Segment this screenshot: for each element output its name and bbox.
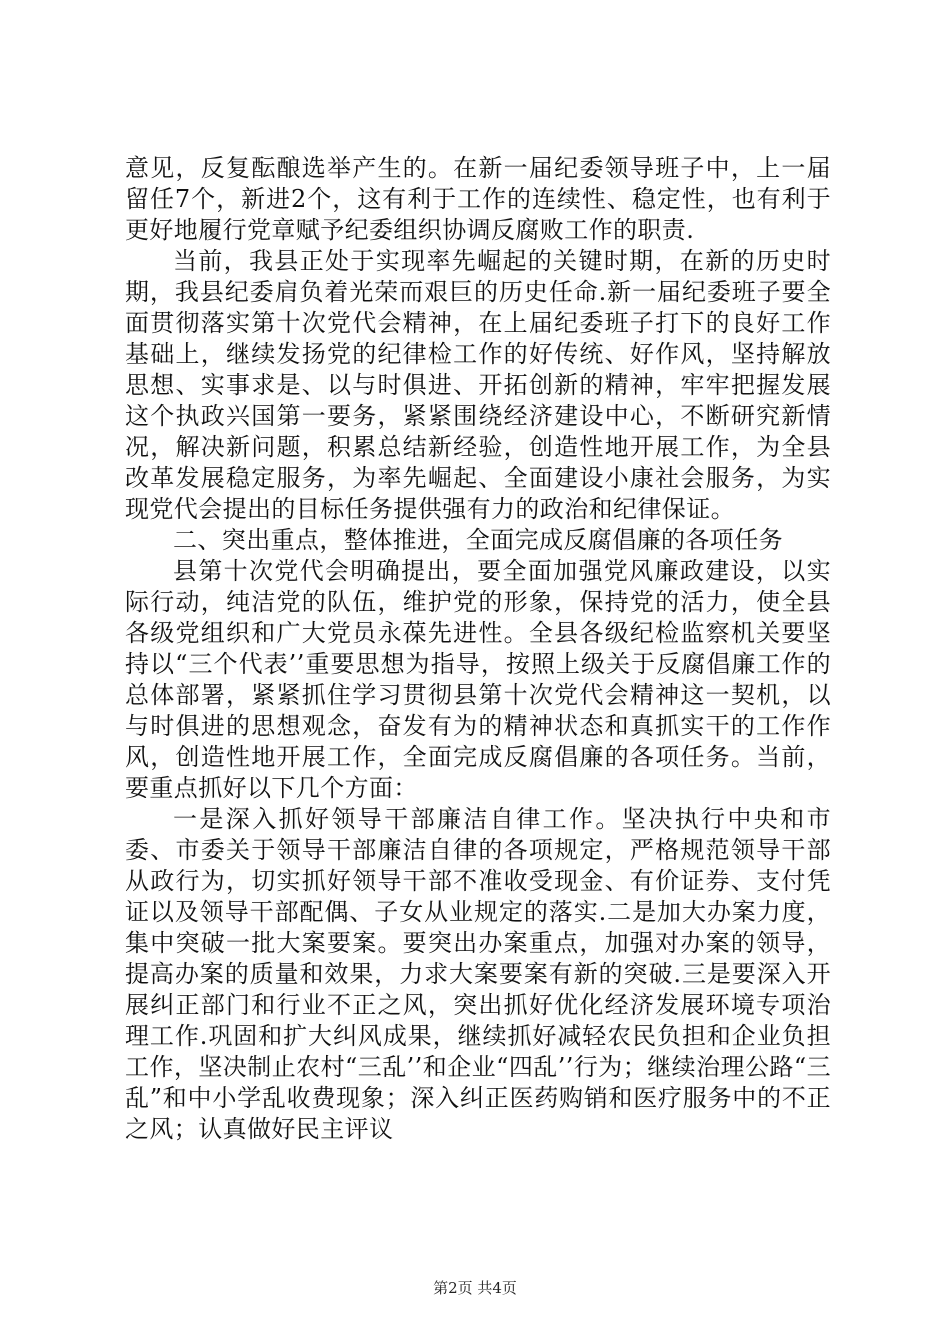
document-body [125,153,831,1145]
section-heading: 二、突出重点，整体推进，全面完成反腐倡廉的各项任务 [173,526,783,554]
paragraph-party-congress: 县第十次党代会明确提出，要全面加强党风廉政建设，以实际行动，纯洁党的队伍，维护党的形象，保持党的活力，使全县各级党组织和广大党员永葆先进性。全县各级纪检监察机关要坚持以“三个代表’’重要思想为指导，按照上级关于反腐倡廉工作的总体部署，紧紧抓住学习贯彻县第十次党代会精神这一契机，以与时俱进的思想观念，奋发有为的精神状态和真抓实干的工作作风，创造性地开展工作，全面完成反腐倡廉的各项任务。当前，要重点抓好以下几个方面： [125,557,831,802]
paragraph-continuation: 意见，反复酝酿选举产生的。在新一届纪委领导班子中，上一届留任7个，新进2个，这有利于工作的连续性、稳定性，也有利于更好地履行党章赋予纪委组织协调反腐败工作的职责. [125,154,831,244]
page-number-footer: 第2页 共4页 [433,1279,517,1297]
paragraph-current-period: 当前，我县正处于实现率先崛起的关键时期，在新的历史时期，我县纪委肩负着光荣而艰巨的历史任命.新一届纪委班子要全面贯彻落实第十次党代会精神，在上届纪委班子打下的良好工作基础上，继续发扬党的纪律检工作的好传统、好作风，坚持解放思想、实事求是、以与时俱进、开拓创新的精神，牢牢把握发展这个执政兴国第一要务，紧紧围绕经济建设中心，不断研究新情况，解决新问题，积累总结新经验，创造性地开展工作，为全县改革发展稳定服务，为率先崛起、全面建设小康社会服务，为实现党代会提出的目标任务提供强有力的政治和纪律保证。 [125,247,831,523]
paragraph-tasks: 一是深入抓好领导干部廉洁自律工作。坚决执行中央和市委、市委关于领导干部廉洁自律的各项规定，严格规范领导干部从政行为，切实抓好领导干部不准收受现金、有价证券、支付凭证以及领导干部配偶、子女从业规定的落实.二是加大办案力度，集中突破一批大案要案。要突出办案重点，加强对办案的领导，提高办案的质量和效果，力求大案要案有新的突破.三是要深入开展纠正部门和行业不正之风，突出抓好优化经济发展环境专项治理工作.巩固和扩大纠风成果，继续抓好减轻农民负担和企业负担工作，坚决制止农村“三乱’’和企业“四乱’’行为；继续治理公路“三乱”和中小学乱收费现象；深入纠正医药购销和医疗服务中的不正之风；认真做好民主评议 [125,805,831,1143]
